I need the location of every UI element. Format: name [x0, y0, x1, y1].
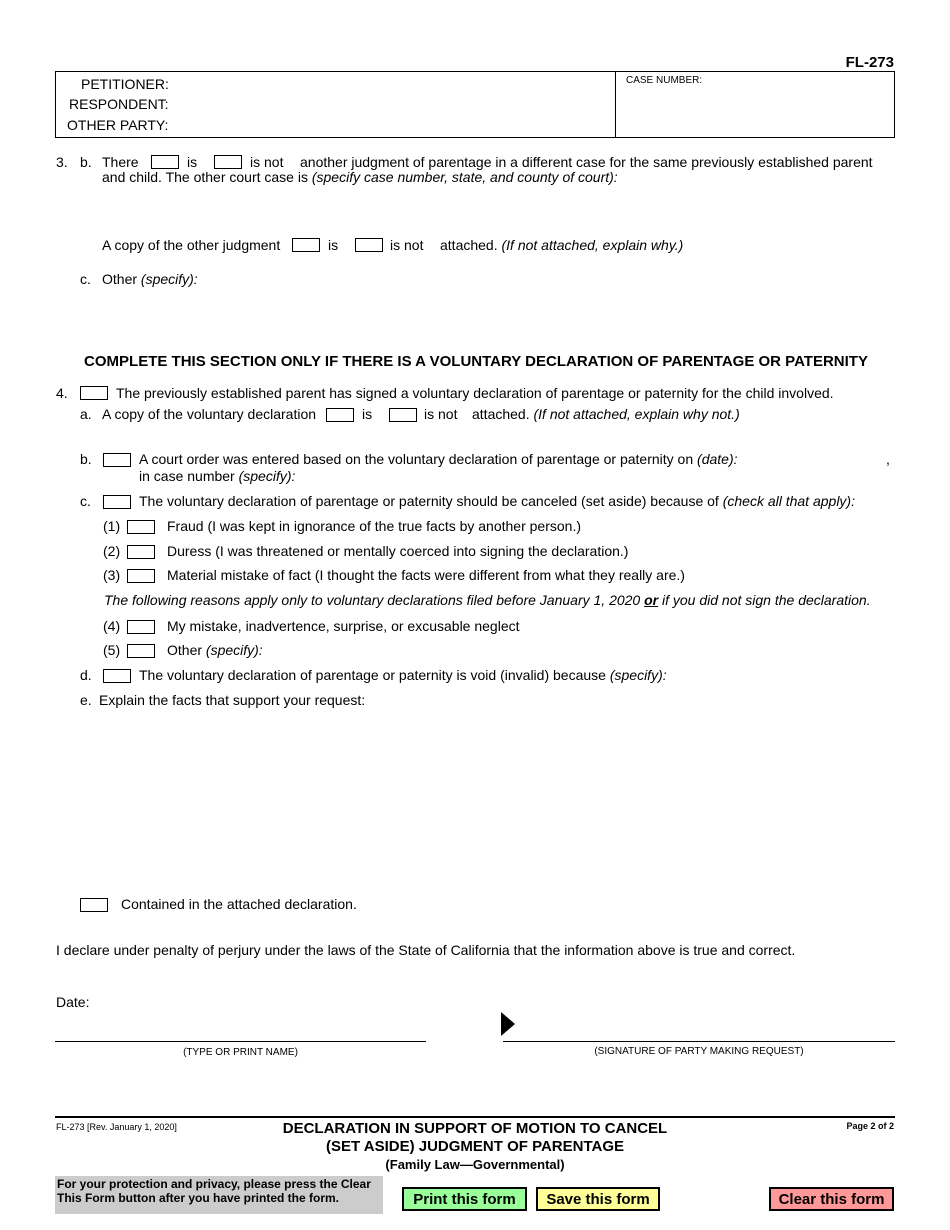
item4c-checkbox[interactable]	[103, 495, 131, 509]
item4b-case-plain: in case number	[139, 468, 235, 484]
reason-text: Duress (I was threatened or mentally coerced into signing the declaration.)	[167, 543, 629, 559]
reason-text: Material mistake of fact (I thought the facts were different from what they really are.)	[167, 567, 685, 583]
item4-checkbox[interactable]	[80, 386, 108, 400]
item3b-isnot-checkbox[interactable]	[214, 155, 242, 169]
copy-isnot-label: is not	[390, 237, 424, 253]
reasons-note-or: or	[644, 592, 659, 608]
item4a-is-label: is	[362, 406, 373, 422]
footer-title1: DECLARATION IN SUPPORT OF MOTION TO CANCEL	[282, 1120, 668, 1137]
caption-divider	[615, 72, 616, 137]
item4a-isnot-label: is not	[424, 406, 458, 422]
reason-fraud-checkbox[interactable]	[127, 520, 155, 534]
item3b-text2-plain: and child. The other court case is	[102, 169, 308, 185]
item4b-checkbox[interactable]	[103, 453, 131, 467]
item3c-other-plain: Other	[102, 271, 138, 287]
item4a-attached-plain: attached.	[472, 406, 530, 422]
reasons-note-pre: The following reasons apply only to voluntary declarations filed before January 1, 2020	[104, 592, 641, 608]
item4e-letter: e.	[80, 692, 92, 708]
item4d-specify: (specify):	[609, 667, 667, 683]
other-party-label: OTHER PARTY:	[67, 117, 169, 133]
item3b-text2	[102, 169, 618, 185]
item4e-text: Explain the facts that support your request:	[99, 692, 366, 708]
declaration-text: I declare under penalty of perjury under the laws of the State of California that the information above is true and correct.	[56, 942, 796, 958]
name-line[interactable]	[55, 1041, 426, 1042]
reason5-text-plain: Other	[167, 642, 203, 658]
item4d-text	[139, 667, 667, 683]
item3c-specify: (specify):	[140, 271, 198, 287]
item4b-text-plain: A court order was entered based on the voluntary declaration of parentage or paternity on	[139, 451, 694, 467]
reason-duress-checkbox[interactable]	[127, 545, 155, 559]
reasons-note	[104, 592, 871, 608]
item4a-isnot-checkbox[interactable]	[389, 408, 417, 422]
item4a-is-checkbox[interactable]	[326, 408, 354, 422]
item4d-text-plain: The voluntary declaration of parentage or paternity is void (invalid) because	[139, 667, 606, 683]
item3b-text1: another judgment of parentage in a different case for the same previously established parent	[300, 154, 873, 170]
reason-num: (3)	[103, 567, 121, 583]
item4c-letter: c.	[80, 493, 91, 509]
copy-is-checkbox[interactable]	[292, 238, 320, 252]
date-label: Date:	[56, 994, 90, 1010]
item3b-copy-text: A copy of the other judgment	[102, 237, 281, 253]
reason5-num: (5)	[103, 642, 121, 658]
reason-num: (1)	[103, 518, 121, 534]
item4a-text: A copy of the voluntary declaration	[102, 406, 317, 422]
contained-checkbox[interactable]	[80, 898, 108, 912]
privacy-notice	[55, 1176, 383, 1214]
item3b-isnot-label: is not	[250, 154, 284, 170]
item4a-explain: (If not attached, explain why not.)	[533, 406, 740, 422]
page-number: Page 2 of 2	[846, 1121, 894, 1131]
item3-num: 3.	[56, 154, 68, 170]
item4d-checkbox[interactable]	[103, 669, 131, 683]
reason5-checkbox[interactable]	[127, 644, 155, 658]
item3b-is-label: is	[187, 154, 198, 170]
footer-rev: FL-273 [Rev. January 1, 2020]	[56, 1122, 177, 1132]
petitioner-label: PETITIONER:	[81, 76, 169, 92]
item4-num: 4.	[56, 385, 68, 401]
item3b-there: There	[102, 154, 139, 170]
copy-attached-explain: (If not attached, explain why.)	[501, 237, 684, 253]
reason4-num: (4)	[103, 618, 121, 634]
item3c-letter: c.	[80, 271, 91, 287]
item4b-comma: ,	[886, 451, 890, 467]
reason5-text	[167, 642, 263, 658]
caption-box	[55, 71, 895, 138]
copy-isnot-checkbox[interactable]	[355, 238, 383, 252]
privacy-line1: For your protection and privacy, please press the Clear	[57, 1177, 371, 1191]
item3b-is-checkbox[interactable]	[151, 155, 179, 169]
item4b-case-specify: (specify):	[238, 468, 296, 484]
item4c-check-all: (check all that apply):	[722, 493, 855, 509]
item4b-date: (date):	[697, 451, 738, 467]
item4d-letter: d.	[80, 667, 92, 683]
item4a-letter: a.	[80, 406, 92, 422]
item4b-text	[139, 451, 738, 467]
copy-is-label: is	[328, 237, 339, 253]
reasons-note-post: if you did not sign the declaration.	[662, 592, 871, 608]
name-caption: (TYPE OR PRINT NAME)	[183, 1047, 298, 1058]
form-id: FL-273	[845, 54, 894, 71]
save-button[interactable]: Save this form	[536, 1187, 660, 1211]
footer-rule	[55, 1116, 895, 1118]
section-title: COMPLETE THIS SECTION ONLY IF THERE IS A VOLUNTARY DECLARATION OF PARENTAGE OR PATERNITY	[84, 353, 868, 370]
privacy-line2: This Form button after you have printed the form.	[57, 1191, 340, 1205]
item3c-other	[102, 271, 198, 287]
copy-attached-plain: attached.	[440, 237, 498, 253]
clear-button[interactable]: Clear this form	[769, 1187, 894, 1211]
case-number-label: CASE NUMBER:	[626, 75, 703, 86]
footer-title2: (SET ASIDE) JUDGMENT OF PARENTAGE	[325, 1138, 625, 1155]
item4-intro: The previously established parent has signed a voluntary declaration of parentage or paternity for the child involved.	[116, 385, 834, 401]
reason-text: Fraud (I was kept in ignorance of the true facts by another person.)	[167, 518, 581, 534]
reason-num: (2)	[103, 543, 121, 559]
item4a-attached	[472, 406, 740, 422]
footer-subtitle: (Family Law—Governmental)	[385, 1157, 565, 1172]
item4b-case	[139, 468, 295, 484]
item4c-text	[139, 493, 855, 509]
item3b-letter: b.	[80, 154, 92, 170]
print-button[interactable]: Print this form	[402, 1187, 527, 1211]
signature-line[interactable]	[503, 1041, 895, 1042]
reason4-checkbox[interactable]	[127, 620, 155, 634]
reason-mistake-checkbox[interactable]	[127, 569, 155, 583]
signature-caption: (SIGNATURE OF PARTY MAKING REQUEST)	[594, 1046, 804, 1057]
copy-attached	[440, 237, 683, 253]
item4b-letter: b.	[80, 451, 92, 467]
item4c-text-plain: The voluntary declaration of parentage or paternity should be canceled (set aside) because of	[139, 493, 719, 509]
reason4-text: My mistake, inadvertence, surprise, or excusable neglect	[167, 618, 520, 634]
reason5-specify: (specify):	[205, 642, 263, 658]
item3b-text2-italic: (specify case number, state, and county of court):	[311, 169, 618, 185]
contained-text: Contained in the attached declaration.	[121, 896, 357, 912]
respondent-label: RESPONDENT:	[69, 96, 169, 112]
signature-arrow-icon	[501, 1012, 515, 1036]
